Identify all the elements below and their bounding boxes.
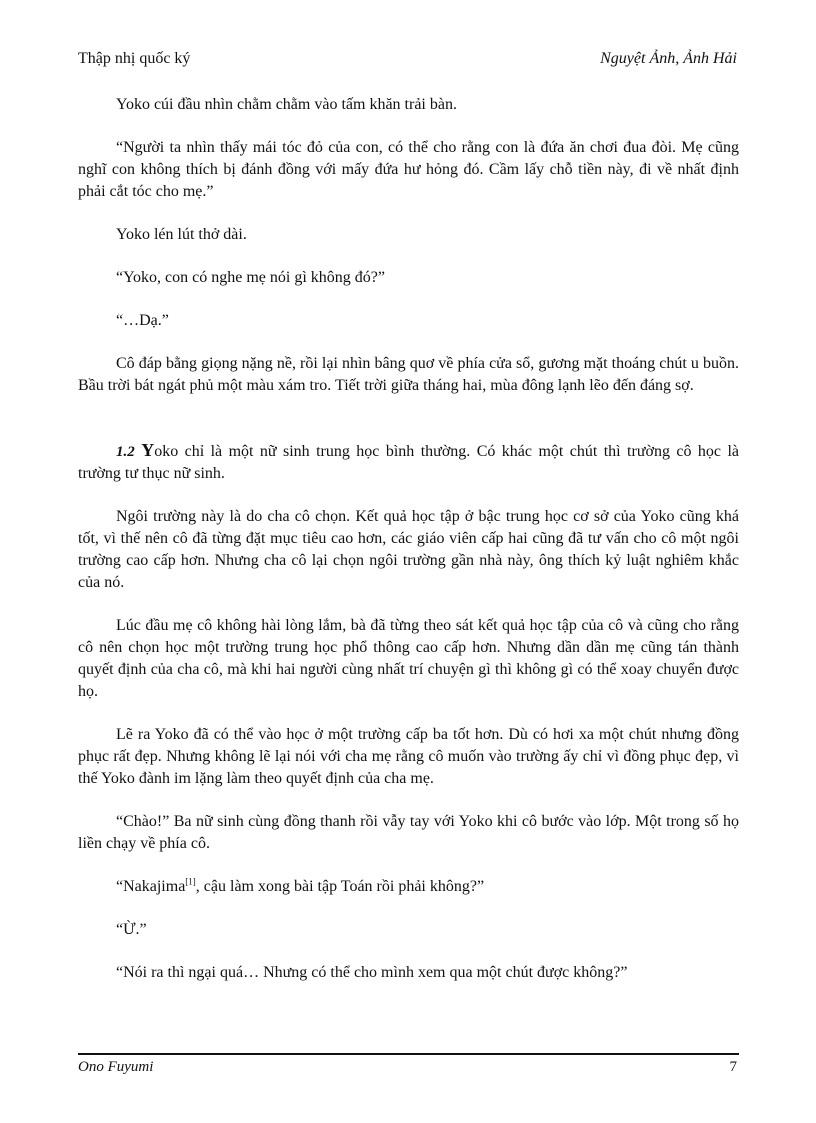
page-number: 7	[729, 1059, 737, 1075]
paragraph: “Nói ra thì ngại quá… Nhưng có thể cho mình xem qua một chút được không?”	[116, 964, 628, 981]
paragraph: Cô đáp bằng giọng nặng nề, rồi lại nhìn bâng quơ về phía cửa sổ, gương mặt thoáng chút u buồn. Bầu trời bát ngát phủ một màu xám tro. Tiết trời giữa tháng hai, mùa đông lạnh lẽo đến đáng sợ.	[78, 355, 739, 394]
dialogue-end: , cậu làm xong bài tập Toán rồi phải không?”	[195, 878, 485, 895]
paragraph: Lúc đầu mẹ cô không hài lòng lắm, bà đã từng theo sát kết quả học tập của cô và cũng cho rằng cô nên chọn học một trường trung học phổ thông cao cấp hơn. Nhưng dần dần mẹ cũng tán thành quyết định của cha cô, mà khi hai người cùng nhất trí chuyện gì thì không gì có thể xoay chuyển được họ.	[78, 617, 739, 700]
section-paragraph	[78, 439, 739, 485]
section-text: oko chỉ là một nữ sinh trung học bình thường. Có khác một chút thì trường cô học là trường tư thục nữ sinh.	[78, 443, 740, 482]
book-title: Thập nhị quốc ký	[78, 50, 191, 67]
paragraph: Yoko lén lút thở dài.	[116, 226, 247, 243]
paragraph	[78, 876, 739, 898]
section-dropcap: Y	[141, 440, 155, 460]
chapter-title: Nguyệt Ảnh, Ảnh Hải	[600, 50, 737, 67]
section-number: 1.2	[116, 444, 135, 460]
dialogue-start: “Nakajima	[116, 878, 186, 895]
paragraph: “Ừ.”	[116, 921, 147, 938]
paragraph: “…Dạ.”	[116, 312, 169, 329]
page-body	[78, 94, 739, 1005]
paragraph: Ngôi trường này là do cha cô chọn. Kết quả học tập ở bậc trung học cơ sở của Yoko cũng khá tốt, vì thế nên cô đã từng đặt mục tiêu cao hơn, các giáo viên cấp hai cũng đã tư vấn cho cô một ngôi trường cao cấp hơn. Nhưng cha cô lại chọn ngôi trường gần nhà này, ông thích kỷ luật nghiêm khắc của nó.	[78, 508, 739, 591]
footer-divider	[78, 1053, 739, 1055]
paragraph: “Yoko, con có nghe mẹ nói gì không đó?”	[116, 269, 385, 286]
footnote-link[interactable]: [1]	[185, 876, 196, 887]
paragraph: Yoko cúi đầu nhìn chằm chằm vào tấm khăn trải bàn.	[116, 96, 457, 113]
paragraph: Lẽ ra Yoko đã có thể vào học ở một trường cấp ba tốt hơn. Dù có hơi xa một chút nhưng đồng phục rất đẹp. Nhưng không lẽ lại nói với cha mẹ rằng cô muốn vào trường ấy chỉ vì đồng phục đẹp, vì thế Yoko đành im lặng làm theo quyết định của cha mẹ.	[78, 726, 739, 787]
author-name: Ono Fuyumi	[78, 1059, 154, 1075]
paragraph: “Chào!” Ba nữ sinh cùng đồng thanh rồi vẫy tay với Yoko khi cô bước vào lớp. Một trong số họ liền chạy về phía cô.	[78, 813, 739, 852]
paragraph: “Người ta nhìn thấy mái tóc đỏ của con, có thể cho rằng con là đứa ăn chơi đua đòi. Mẹ cũng nghĩ con không thích bị đánh đồng với mấy đứa hư hỏng đó. Cầm lấy chỗ tiền này, đi về nhất định phải cắt tóc cho mẹ.”	[78, 139, 739, 200]
